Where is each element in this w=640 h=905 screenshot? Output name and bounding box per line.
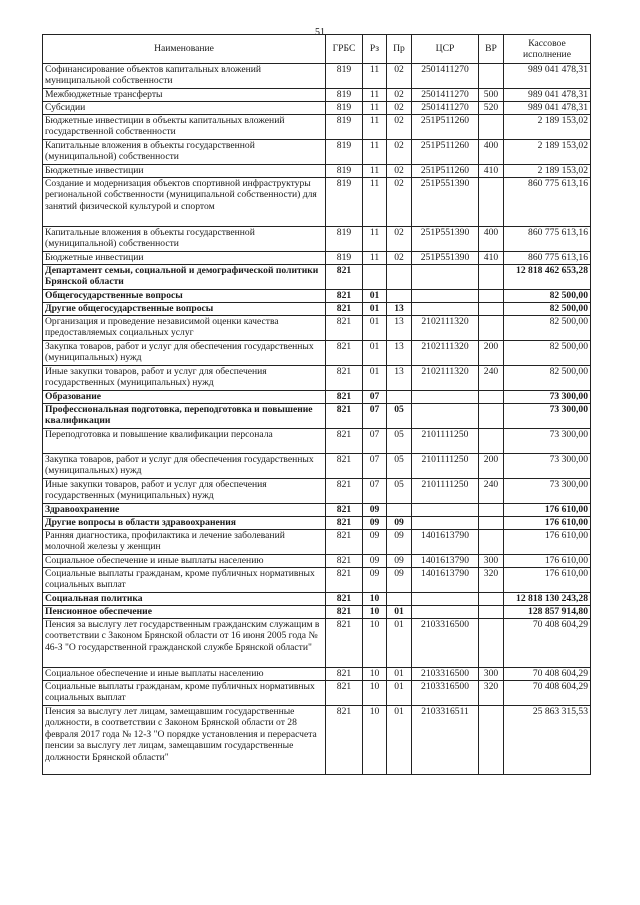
cell-csr: 2103316500 xyxy=(412,681,479,706)
cell-csr xyxy=(412,606,479,619)
cell-vr xyxy=(479,606,504,619)
cell-amount: 176 610,00 xyxy=(504,504,591,517)
cell-name: Софинансирование объектов капитальных вложений муниципальной собственности xyxy=(43,64,326,89)
cell-name: Социальное обеспечение и иные выплаты населению xyxy=(43,668,326,681)
cell-csr: 2501411270 xyxy=(412,64,479,89)
cell-amount: 82 500,00 xyxy=(504,341,591,366)
cell-pr: 01 xyxy=(387,668,412,681)
cell-amount: 989 041 478,31 xyxy=(504,64,591,89)
cell-amount: 860 775 613,16 xyxy=(504,252,591,265)
table-row xyxy=(43,606,591,619)
cell-pr: 01 xyxy=(387,706,412,775)
cell-rz: 01 xyxy=(363,366,387,391)
cell-name: Иные закупки товаров, работ и услуг для обеспечения государственных (муниципальных) нужд xyxy=(43,479,326,504)
cell-csr: 2103316500 xyxy=(412,668,479,681)
cell-csr: 2102111320 xyxy=(412,316,479,341)
table-row xyxy=(43,668,591,681)
cell-vr xyxy=(479,178,504,227)
table-row xyxy=(43,252,591,265)
cell-vr xyxy=(479,316,504,341)
cell-vr xyxy=(479,64,504,89)
cell-amount: 12 818 462 653,28 xyxy=(504,265,591,290)
table-row xyxy=(43,681,591,706)
cell-pr: 13 xyxy=(387,341,412,366)
cell-amount: 70 408 604,29 xyxy=(504,681,591,706)
cell-rz: 10 xyxy=(363,706,387,775)
cell-csr: 2103316511 xyxy=(412,706,479,775)
cell-name: Бюджетные инвестиции xyxy=(43,252,326,265)
cell-amount: 176 610,00 xyxy=(504,517,591,530)
cell-grbs: 819 xyxy=(326,165,363,178)
cell-grbs: 819 xyxy=(326,178,363,227)
cell-grbs: 821 xyxy=(326,555,363,568)
cell-rz: 01 xyxy=(363,290,387,303)
cell-name: Департамент семьи, социальной и демографической политики Брянской области xyxy=(43,265,326,290)
cell-amount: 989 041 478,31 xyxy=(504,102,591,115)
cell-grbs: 821 xyxy=(326,504,363,517)
cell-csr xyxy=(412,404,479,429)
cell-pr: 05 xyxy=(387,404,412,429)
header-name: Наименование xyxy=(43,35,326,64)
cell-grbs: 821 xyxy=(326,429,363,454)
cell-vr xyxy=(479,619,504,668)
cell-amount: 989 041 478,31 xyxy=(504,89,591,102)
cell-name: Закупка товаров, работ и услуг для обеспечения государственных (муниципальных) нужд xyxy=(43,341,326,366)
cell-vr xyxy=(479,429,504,454)
cell-pr: 09 xyxy=(387,568,412,593)
cell-name: Организация и проведение независимой оценки качества предоставляемых социальных услуг xyxy=(43,316,326,341)
cell-pr: 02 xyxy=(387,227,412,252)
cell-vr: 300 xyxy=(479,668,504,681)
cell-rz: 09 xyxy=(363,555,387,568)
table-row xyxy=(43,227,591,252)
cell-csr: 251P551390 xyxy=(412,178,479,227)
cell-csr: 251P511260 xyxy=(412,165,479,178)
cell-vr xyxy=(479,530,504,555)
cell-vr xyxy=(479,593,504,606)
cell-vr xyxy=(479,265,504,290)
cell-grbs: 821 xyxy=(326,290,363,303)
cell-pr: 13 xyxy=(387,303,412,316)
cell-amount: 73 300,00 xyxy=(504,429,591,454)
cell-pr xyxy=(387,290,412,303)
table-row xyxy=(43,64,591,89)
cell-grbs: 821 xyxy=(326,668,363,681)
cell-csr: 1401613790 xyxy=(412,555,479,568)
table-row xyxy=(43,517,591,530)
cell-rz: 07 xyxy=(363,404,387,429)
cell-pr: 02 xyxy=(387,140,412,165)
table-row xyxy=(43,619,591,668)
cell-amount: 12 818 130 243,28 xyxy=(504,593,591,606)
cell-pr: 02 xyxy=(387,178,412,227)
cell-name: Другие общегосударственные вопросы xyxy=(43,303,326,316)
cell-amount: 176 610,00 xyxy=(504,568,591,593)
cell-pr: 01 xyxy=(387,606,412,619)
cell-amount: 70 408 604,29 xyxy=(504,668,591,681)
table-row xyxy=(43,593,591,606)
table-row xyxy=(43,89,591,102)
cell-rz: 09 xyxy=(363,517,387,530)
table-row xyxy=(43,404,591,429)
cell-amount: 73 300,00 xyxy=(504,391,591,404)
table-header-row xyxy=(43,35,591,64)
header-vr: ВР xyxy=(479,35,504,64)
cell-vr: 520 xyxy=(479,102,504,115)
cell-rz: 10 xyxy=(363,593,387,606)
cell-pr: 09 xyxy=(387,517,412,530)
cell-amount: 73 300,00 xyxy=(504,404,591,429)
cell-amount: 2 189 153,02 xyxy=(504,140,591,165)
cell-name: Иные закупки товаров, работ и услуг для обеспечения государственных (муниципальных) нужд xyxy=(43,366,326,391)
header-pr: Пр xyxy=(387,35,412,64)
cell-name: Капитальные вложения в объекты государственной (муниципальной) собственности xyxy=(43,227,326,252)
cell-csr: 2101111250 xyxy=(412,429,479,454)
table-row xyxy=(43,290,591,303)
cell-grbs: 819 xyxy=(326,140,363,165)
table-row xyxy=(43,391,591,404)
cell-csr: 251P551390 xyxy=(412,252,479,265)
cell-amount: 73 300,00 xyxy=(504,454,591,479)
cell-amount: 860 775 613,16 xyxy=(504,178,591,227)
cell-rz: 09 xyxy=(363,530,387,555)
cell-name: Социальные выплаты гражданам, кроме публичных нормативных социальных выплат xyxy=(43,681,326,706)
cell-csr: 2102111320 xyxy=(412,366,479,391)
cell-name: Ранняя диагностика, профилактика и лечение заболеваний молочной железы у женщин xyxy=(43,530,326,555)
table-row xyxy=(43,115,591,140)
table-row xyxy=(43,429,591,454)
cell-pr: 09 xyxy=(387,555,412,568)
cell-csr: 1401613790 xyxy=(412,530,479,555)
table-row xyxy=(43,165,591,178)
table-row xyxy=(43,316,591,341)
cell-vr: 200 xyxy=(479,454,504,479)
cell-csr xyxy=(412,303,479,316)
cell-csr xyxy=(412,593,479,606)
cell-amount: 73 300,00 xyxy=(504,479,591,504)
cell-grbs: 821 xyxy=(326,479,363,504)
cell-grbs: 821 xyxy=(326,404,363,429)
cell-rz: 11 xyxy=(363,227,387,252)
budget-table xyxy=(42,34,591,775)
cell-pr: 05 xyxy=(387,429,412,454)
cell-name: Создание и модернизация объектов спортивной инфраструктуры региональной собственности (муниципальной собственности) для занятий физической культурой и спортом xyxy=(43,178,326,227)
cell-grbs: 821 xyxy=(326,606,363,619)
cell-vr xyxy=(479,391,504,404)
cell-pr xyxy=(387,391,412,404)
cell-rz xyxy=(363,265,387,290)
cell-grbs: 821 xyxy=(326,265,363,290)
cell-csr: 2103316500 xyxy=(412,619,479,668)
cell-amount: 176 610,00 xyxy=(504,555,591,568)
cell-pr: 02 xyxy=(387,165,412,178)
table-row xyxy=(43,568,591,593)
header-grbs: ГРБС xyxy=(326,35,363,64)
cell-grbs: 821 xyxy=(326,517,363,530)
cell-amount: 70 408 604,29 xyxy=(504,619,591,668)
cell-name: Бюджетные инвестиции xyxy=(43,165,326,178)
cell-grbs: 819 xyxy=(326,64,363,89)
cell-name: Межбюджетные трансферты xyxy=(43,89,326,102)
cell-csr: 2501411270 xyxy=(412,89,479,102)
table-row xyxy=(43,479,591,504)
cell-rz: 10 xyxy=(363,681,387,706)
cell-name: Социальная политика xyxy=(43,593,326,606)
cell-csr: 2501411270 xyxy=(412,102,479,115)
cell-vr xyxy=(479,290,504,303)
cell-name: Профессиональная подготовка, переподготовка и повышение квалификации xyxy=(43,404,326,429)
cell-vr xyxy=(479,303,504,316)
cell-vr: 400 xyxy=(479,140,504,165)
cell-amount: 82 500,00 xyxy=(504,316,591,341)
header-csr: ЦСР xyxy=(412,35,479,64)
cell-vr: 410 xyxy=(479,252,504,265)
cell-vr: 410 xyxy=(479,165,504,178)
cell-name: Пенсионное обеспечение xyxy=(43,606,326,619)
cell-rz: 11 xyxy=(363,140,387,165)
cell-amount: 82 500,00 xyxy=(504,303,591,316)
cell-amount: 25 863 315,53 xyxy=(504,706,591,775)
cell-name: Здравоохранение xyxy=(43,504,326,517)
cell-rz: 07 xyxy=(363,479,387,504)
cell-name: Капитальные вложения в объекты государственной (муниципальной) собственности xyxy=(43,140,326,165)
cell-rz: 01 xyxy=(363,316,387,341)
cell-amount: 860 775 613,16 xyxy=(504,227,591,252)
cell-csr: 2102111320 xyxy=(412,341,479,366)
cell-csr xyxy=(412,290,479,303)
cell-csr: 2101111250 xyxy=(412,479,479,504)
cell-amount: 82 500,00 xyxy=(504,366,591,391)
table-row xyxy=(43,178,591,227)
cell-amount: 2 189 153,02 xyxy=(504,115,591,140)
table-row xyxy=(43,530,591,555)
cell-name: Пенсия за выслугу лет государственным гражданским служащим в соответствии с Законом Брянской области от 16 июня 2005 года № 46-З "О государственной гражданской службе Брянской области" xyxy=(43,619,326,668)
cell-grbs: 821 xyxy=(326,366,363,391)
cell-vr: 240 xyxy=(479,366,504,391)
cell-pr: 05 xyxy=(387,479,412,504)
cell-name: Бюджетные инвестиции в объекты капитальных вложений государственной собственности xyxy=(43,115,326,140)
cell-csr: 251P511260 xyxy=(412,140,479,165)
table-row xyxy=(43,366,591,391)
cell-csr: 251P551390 xyxy=(412,227,479,252)
cell-csr: 251P511260 xyxy=(412,115,479,140)
table-row xyxy=(43,102,591,115)
cell-pr xyxy=(387,593,412,606)
cell-rz: 11 xyxy=(363,252,387,265)
table-row xyxy=(43,303,591,316)
cell-name: Социальные выплаты гражданам, кроме публичных нормативных социальных выплат xyxy=(43,568,326,593)
cell-csr xyxy=(412,265,479,290)
cell-grbs: 821 xyxy=(326,341,363,366)
cell-csr xyxy=(412,517,479,530)
cell-rz: 01 xyxy=(363,341,387,366)
cell-amount: 82 500,00 xyxy=(504,290,591,303)
cell-csr: 2101111250 xyxy=(412,454,479,479)
cell-grbs: 821 xyxy=(326,303,363,316)
cell-vr: 400 xyxy=(479,227,504,252)
cell-rz: 10 xyxy=(363,606,387,619)
cell-grbs: 819 xyxy=(326,227,363,252)
cell-vr: 320 xyxy=(479,568,504,593)
table-row xyxy=(43,265,591,290)
cell-name: Образование xyxy=(43,391,326,404)
cell-grbs: 819 xyxy=(326,89,363,102)
cell-pr: 09 xyxy=(387,530,412,555)
table-row xyxy=(43,706,591,775)
cell-pr: 02 xyxy=(387,252,412,265)
cell-rz: 10 xyxy=(363,619,387,668)
cell-grbs: 819 xyxy=(326,102,363,115)
header-amount: Кассовое исполнение xyxy=(504,35,591,64)
cell-grbs: 821 xyxy=(326,316,363,341)
cell-csr: 1401613790 xyxy=(412,568,479,593)
cell-pr: 02 xyxy=(387,115,412,140)
cell-pr: 01 xyxy=(387,619,412,668)
cell-rz: 07 xyxy=(363,391,387,404)
cell-grbs: 821 xyxy=(326,454,363,479)
cell-rz: 11 xyxy=(363,89,387,102)
cell-grbs: 821 xyxy=(326,706,363,775)
cell-rz: 07 xyxy=(363,454,387,479)
cell-rz: 11 xyxy=(363,115,387,140)
cell-rz: 09 xyxy=(363,568,387,593)
cell-pr xyxy=(387,265,412,290)
cell-vr: 300 xyxy=(479,555,504,568)
cell-rz: 11 xyxy=(363,178,387,227)
cell-amount: 176 610,00 xyxy=(504,530,591,555)
cell-rz: 11 xyxy=(363,102,387,115)
cell-vr xyxy=(479,504,504,517)
cell-grbs: 819 xyxy=(326,252,363,265)
cell-pr: 02 xyxy=(387,102,412,115)
cell-amount: 2 189 153,02 xyxy=(504,165,591,178)
cell-name: Другие вопросы в области здравоохранения xyxy=(43,517,326,530)
cell-amount: 128 857 914,80 xyxy=(504,606,591,619)
header-rz: Рз xyxy=(363,35,387,64)
cell-name: Пенсия за выслугу лет лицам, замещавшим государственные должности, в соответствии с Законом Брянской области от 28 февраля 2017 года № 12-З "О порядке установления и перерасчета пенсии за выслугу лет лицам, замещавшим государственные должности Брянской области" xyxy=(43,706,326,775)
cell-pr: 13 xyxy=(387,366,412,391)
cell-grbs: 821 xyxy=(326,568,363,593)
cell-name: Закупка товаров, работ и услуг для обеспечения государственных (муниципальных) нужд xyxy=(43,454,326,479)
cell-vr xyxy=(479,517,504,530)
table-row xyxy=(43,140,591,165)
cell-name: Социальное обеспечение и иные выплаты населению xyxy=(43,555,326,568)
cell-pr: 13 xyxy=(387,316,412,341)
cell-vr xyxy=(479,115,504,140)
cell-name: Субсидии xyxy=(43,102,326,115)
cell-rz: 09 xyxy=(363,504,387,517)
cell-vr: 240 xyxy=(479,479,504,504)
cell-rz: 11 xyxy=(363,165,387,178)
cell-rz: 07 xyxy=(363,429,387,454)
cell-pr xyxy=(387,504,412,517)
cell-grbs: 821 xyxy=(326,391,363,404)
table-row xyxy=(43,454,591,479)
table-row xyxy=(43,504,591,517)
cell-vr xyxy=(479,404,504,429)
cell-rz: 10 xyxy=(363,668,387,681)
cell-name: Общегосударственные вопросы xyxy=(43,290,326,303)
table-row xyxy=(43,555,591,568)
cell-grbs: 821 xyxy=(326,619,363,668)
cell-vr: 320 xyxy=(479,681,504,706)
cell-csr xyxy=(412,391,479,404)
cell-pr: 01 xyxy=(387,681,412,706)
cell-rz: 11 xyxy=(363,64,387,89)
cell-name: Переподготовка и повышение квалификации персонала xyxy=(43,429,326,454)
cell-vr xyxy=(479,706,504,775)
cell-pr: 02 xyxy=(387,64,412,89)
cell-csr xyxy=(412,504,479,517)
cell-grbs: 821 xyxy=(326,593,363,606)
cell-pr: 05 xyxy=(387,454,412,479)
table-body xyxy=(43,64,591,775)
cell-vr: 500 xyxy=(479,89,504,102)
cell-pr: 02 xyxy=(387,89,412,102)
cell-grbs: 821 xyxy=(326,530,363,555)
table-row xyxy=(43,341,591,366)
cell-vr: 200 xyxy=(479,341,504,366)
cell-rz: 01 xyxy=(363,303,387,316)
page-number: 51 xyxy=(315,27,325,38)
cell-grbs: 821 xyxy=(326,681,363,706)
cell-grbs: 819 xyxy=(326,115,363,140)
